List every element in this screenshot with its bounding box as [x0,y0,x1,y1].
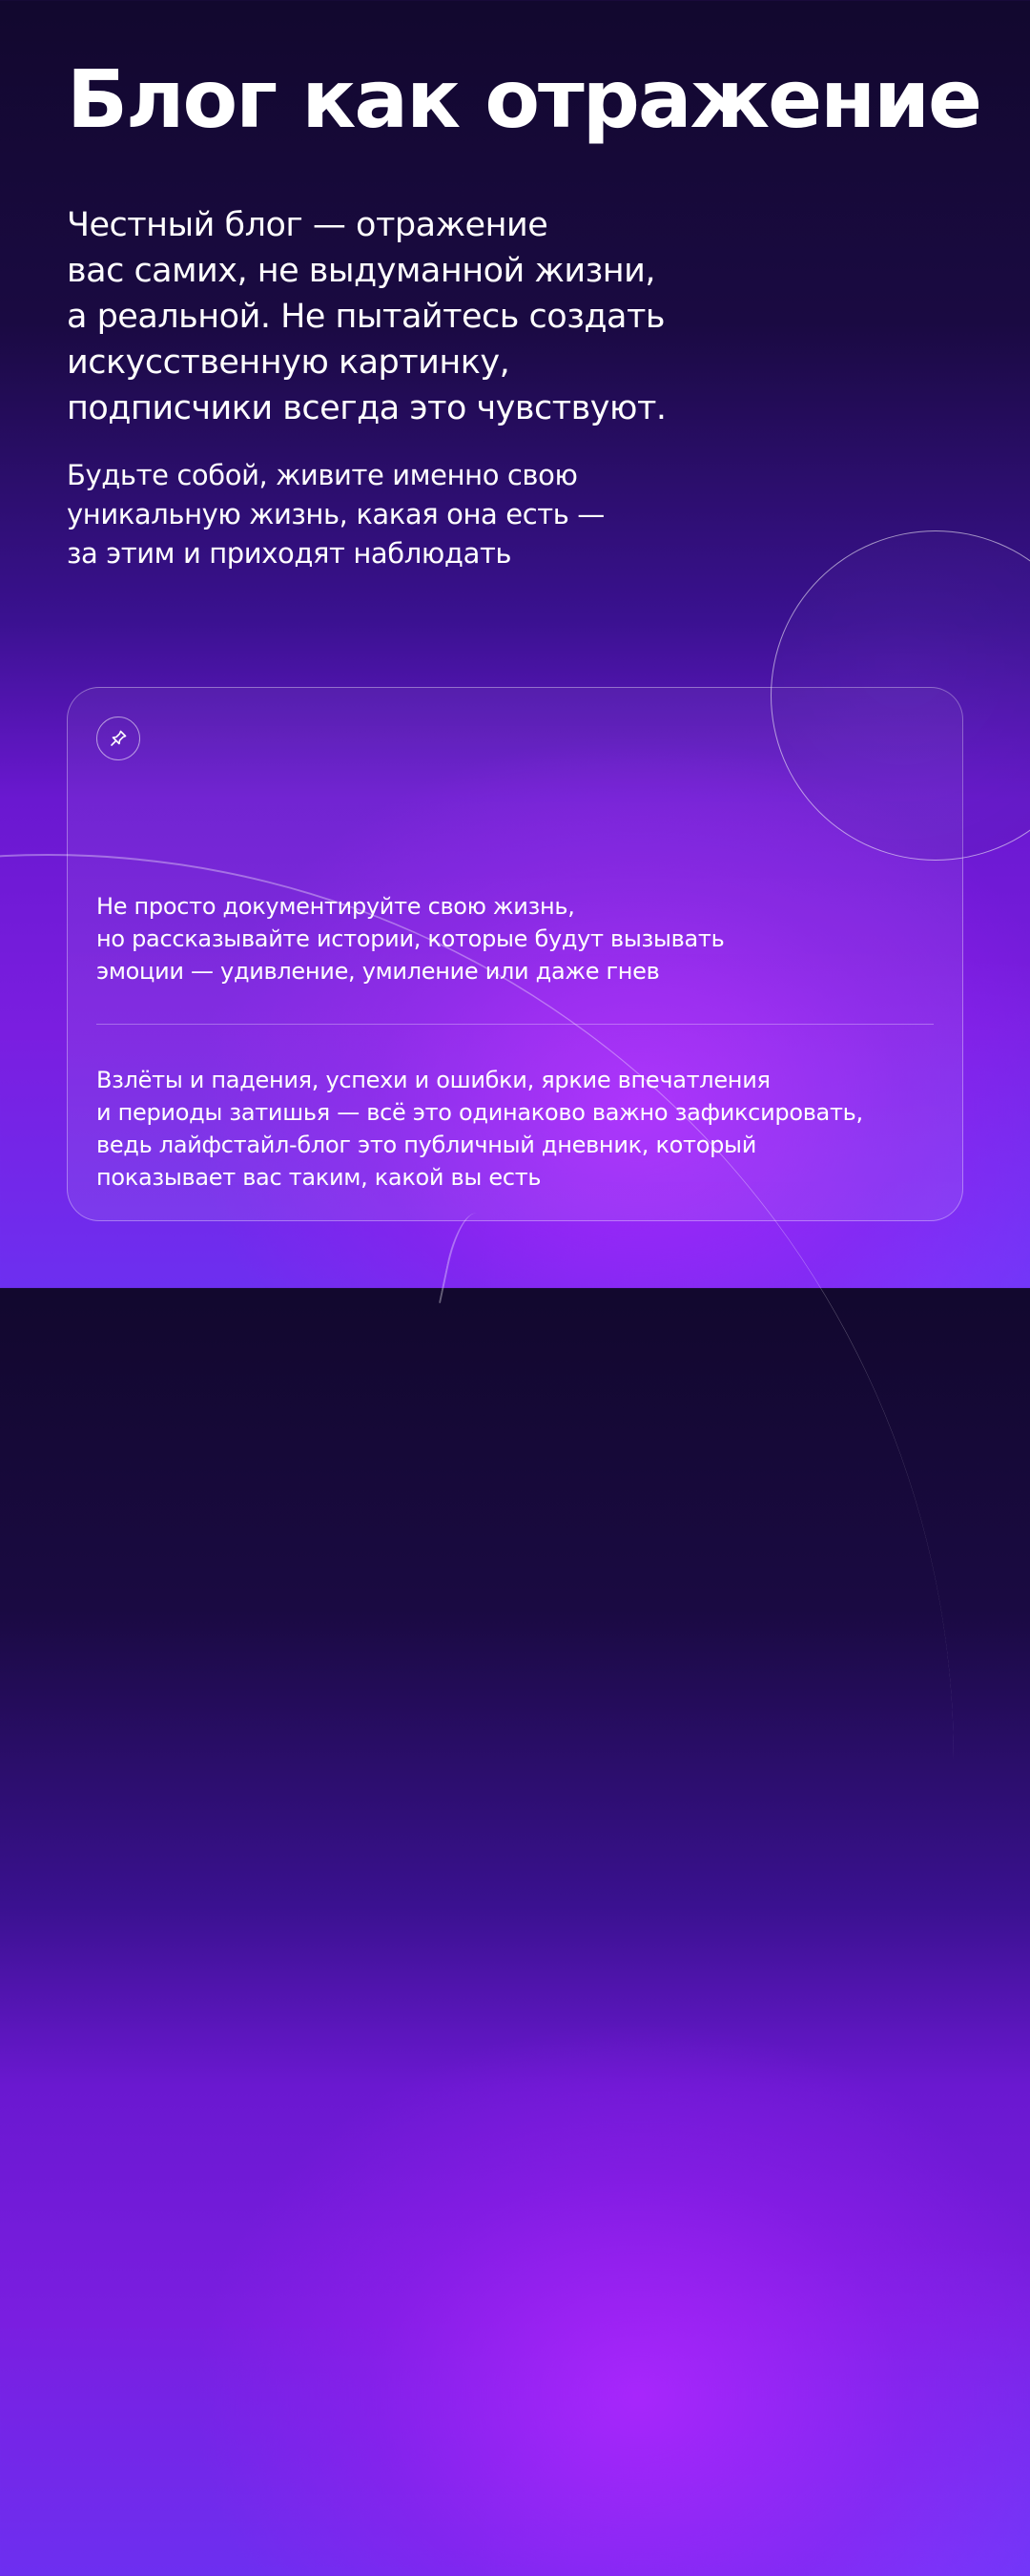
card-divider [96,1024,934,1025]
sub-line: уникальную жизнь, какая она есть — [67,498,605,530]
card-line: ведь лайфстайл-блог это публичный дневник, который [96,1132,756,1158]
lead-line: вас самих, не выдуманной жизни, [67,252,656,290]
card-line: и периоды затишья — всё это одинаково важно зафиксировать, [96,1099,863,1126]
lead-line: искусственную картинку, [67,343,510,382]
sub-line: за этим и приходят наблюдать [67,537,512,570]
lead-line: Честный блог — отражение [67,206,548,244]
lead-paragraph [67,202,792,431]
lead-line: подписчики всегда это чувствуют. [67,389,667,427]
card-text-block-1 [96,890,936,987]
card-line: Взлёты и падения, успехи и ошибки, яркие впечатления [96,1067,771,1093]
sub-line: Будьте собой, живите именно свою [67,459,578,491]
card-line: но рассказывайте истории, которые будут вызывать [96,925,725,952]
lead-line: а реальной. Не пытайтесь создать [67,298,665,336]
card-line: эмоции — удивление, умиление или даже гнев [96,958,660,985]
sub-paragraph [67,456,792,573]
card-line: показывает вас таким, какой вы есть [96,1164,542,1191]
card-line: Не просто документируйте свою жизнь, [96,893,575,920]
card-text-block-2 [96,1064,936,1194]
page-title: Блог как отражение [67,52,980,146]
pin-icon [96,717,140,760]
